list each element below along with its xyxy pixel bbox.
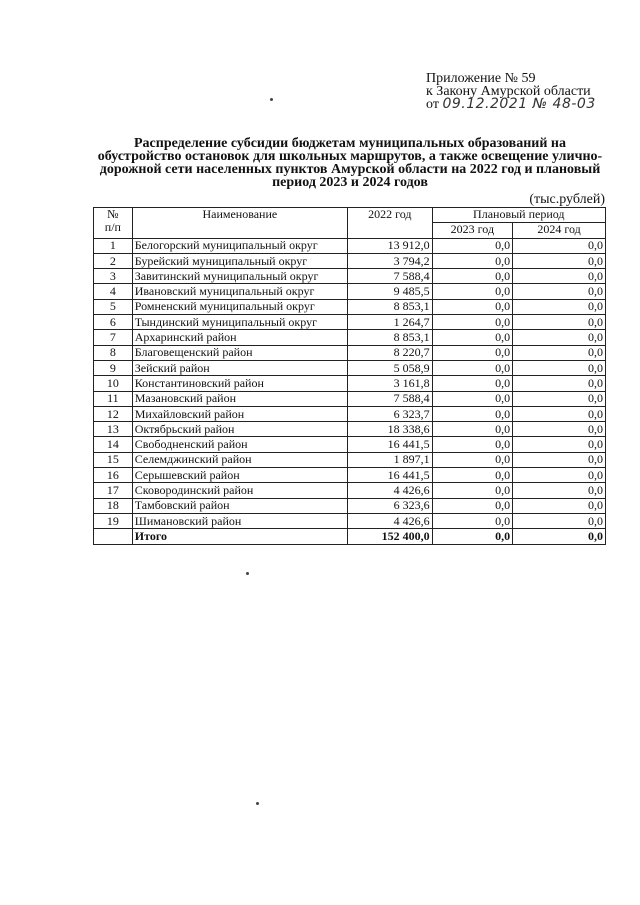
row-2022-cell: 6 323,6: [347, 498, 432, 513]
total-row: [94, 529, 606, 544]
row-2023-cell: 0,0: [432, 299, 513, 314]
row-2024-cell: 0,0: [513, 498, 606, 513]
row-2022-cell: 13 912,0: [347, 238, 432, 253]
table-row: [94, 391, 606, 406]
table-row: [94, 376, 606, 391]
row-2022-cell: 16 441,5: [347, 437, 432, 452]
row-2024-cell: 0,0: [513, 284, 606, 299]
row-number-cell: 15: [94, 452, 133, 467]
row-2024-cell: 0,0: [513, 238, 606, 253]
row-2023-cell: 0,0: [432, 498, 513, 513]
row-2022-cell: 8 853,1: [347, 330, 432, 345]
row-number-cell: 2: [94, 253, 133, 268]
scan-speck: [256, 802, 259, 805]
row-name-cell: Константиновский район: [132, 376, 347, 391]
row-2022-cell: 7 588,4: [347, 269, 432, 284]
row-name-cell: Серышевский район: [132, 468, 347, 483]
date-prefix: от: [426, 97, 439, 112]
row-2022-cell: 8 853,1: [347, 299, 432, 314]
row-number-cell: 6: [94, 315, 133, 330]
col-plan-header: Плановый период: [432, 208, 605, 223]
row-2023-cell: 0,0: [432, 422, 513, 437]
table-row: [94, 483, 606, 498]
scan-speck: [246, 572, 249, 575]
row-2024-cell: 0,0: [513, 452, 606, 467]
total-label: Итого: [132, 529, 347, 544]
row-2022-cell: 9 485,5: [347, 284, 432, 299]
row-2024-cell: 0,0: [513, 253, 606, 268]
document-title: Распределение субсидии бюджетам муниципальных образований на обустройство остановок для школьных маршрутов, а также освещение улично-дорожной сети населенных пунктов Амурской области на 2022 год и плановый период 2023 и 2024 годов: [97, 136, 603, 190]
row-2023-cell: 0,0: [432, 269, 513, 284]
row-number-cell: 13: [94, 422, 133, 437]
row-2024-cell: 0,0: [513, 391, 606, 406]
row-2022-cell: 1 264,7: [347, 315, 432, 330]
row-number-cell: 12: [94, 406, 133, 421]
table-row: [94, 360, 606, 375]
row-name-cell: Сковородинский район: [132, 483, 347, 498]
row-2022-cell: 7 588,4: [347, 391, 432, 406]
row-2023-cell: 0,0: [432, 238, 513, 253]
total-2024: 0,0: [513, 529, 606, 544]
row-name-cell: Тындинский муниципальный округ: [132, 315, 347, 330]
row-2024-cell: 0,0: [513, 437, 606, 452]
row-number-cell: 17: [94, 483, 133, 498]
table-row: [94, 253, 606, 268]
row-2023-cell: 0,0: [432, 483, 513, 498]
row-2022-cell: 3 161,8: [347, 376, 432, 391]
table-row: [94, 422, 606, 437]
row-2022-cell: 6 323,7: [347, 406, 432, 421]
row-2023-cell: 0,0: [432, 345, 513, 360]
law-date-line: [426, 98, 626, 111]
law-reference: к Закону Амурской области: [426, 84, 591, 99]
row-2022-cell: 4 426,6: [347, 483, 432, 498]
row-2024-cell: 0,0: [513, 269, 606, 284]
row-2023-cell: 0,0: [432, 330, 513, 345]
row-2023-cell: 0,0: [432, 376, 513, 391]
table-row: [94, 238, 606, 253]
row-name-cell: Михайловский район: [132, 406, 347, 421]
row-2023-cell: 0,0: [432, 315, 513, 330]
row-2022-cell: 18 338,6: [347, 422, 432, 437]
row-number-cell: 1: [94, 238, 133, 253]
row-2024-cell: 0,0: [513, 406, 606, 421]
row-2024-cell: 0,0: [513, 330, 606, 345]
row-name-cell: Завитинский муниципальный округ: [132, 269, 347, 284]
row-2022-cell: 4 426,6: [347, 513, 432, 528]
row-number-cell: 9: [94, 360, 133, 375]
total-2022: 152 400,0: [347, 529, 432, 544]
row-2024-cell: 0,0: [513, 299, 606, 314]
table-row: [94, 406, 606, 421]
col-name-header: Наименование: [132, 208, 347, 239]
row-2022-cell: 8 220,7: [347, 345, 432, 360]
row-2024-cell: 0,0: [513, 422, 606, 437]
appendix-number: Приложение № 59: [426, 71, 536, 86]
table-row: [94, 269, 606, 284]
row-name-cell: Селемджинский район: [132, 452, 347, 467]
row-number-cell: 5: [94, 299, 133, 314]
row-2024-cell: 0,0: [513, 360, 606, 375]
row-number-cell: 8: [94, 345, 133, 360]
row-2023-cell: 0,0: [432, 284, 513, 299]
row-2022-cell: 1 897,1: [347, 452, 432, 467]
row-name-cell: Белогорский муниципальный округ: [132, 238, 347, 253]
row-2023-cell: 0,0: [432, 391, 513, 406]
table-row: [94, 452, 606, 467]
row-number-cell: 3: [94, 269, 133, 284]
row-2022-cell: 16 441,5: [347, 468, 432, 483]
row-2023-cell: 0,0: [432, 406, 513, 421]
row-name-cell: Тамбовский район: [132, 498, 347, 513]
row-2024-cell: 0,0: [513, 513, 606, 528]
row-name-cell: Ромненский муниципальный округ: [132, 299, 347, 314]
row-2024-cell: 0,0: [513, 468, 606, 483]
col-number-header: № п/п: [94, 208, 133, 239]
row-2024-cell: 0,0: [513, 315, 606, 330]
row-2023-cell: 0,0: [432, 468, 513, 483]
table-row: [94, 330, 606, 345]
appendix-header: [426, 72, 626, 111]
row-2023-cell: 0,0: [432, 513, 513, 528]
table-row: [94, 284, 606, 299]
row-2022-cell: 3 794,2: [347, 253, 432, 268]
row-number-cell: 18: [94, 498, 133, 513]
table-row: [94, 345, 606, 360]
table-row: [94, 468, 606, 483]
table-row: [94, 498, 606, 513]
row-2023-cell: 0,0: [432, 452, 513, 467]
row-name-cell: Благовещенский район: [132, 345, 347, 360]
total-number-cell: [94, 529, 133, 544]
row-number-cell: 4: [94, 284, 133, 299]
row-2023-cell: 0,0: [432, 360, 513, 375]
row-2023-cell: 0,0: [432, 437, 513, 452]
subsidy-table: [93, 207, 606, 545]
row-2024-cell: 0,0: [513, 483, 606, 498]
total-2023: 0,0: [432, 529, 513, 544]
unit-label: (тыс.рублей): [529, 192, 605, 207]
col-2023-header: 2023 год: [432, 223, 513, 238]
table-row: [94, 315, 606, 330]
row-number-cell: 10: [94, 376, 133, 391]
row-name-cell: Ивановский муниципальный округ: [132, 284, 347, 299]
table-header-row: [94, 208, 606, 223]
handwritten-date-number: 09.12.2021 № 48-03: [442, 96, 596, 112]
row-name-cell: Свободненский район: [132, 437, 347, 452]
row-2024-cell: 0,0: [513, 345, 606, 360]
row-name-cell: Архаринский район: [132, 330, 347, 345]
table-body: [94, 238, 606, 529]
row-name-cell: Бурейский муниципальный округ: [132, 253, 347, 268]
row-number-cell: 11: [94, 391, 133, 406]
row-name-cell: Октябрьский район: [132, 422, 347, 437]
row-name-cell: Зейский район: [132, 360, 347, 375]
col-2024-header: 2024 год: [513, 223, 606, 238]
row-number-cell: 14: [94, 437, 133, 452]
row-number-cell: 7: [94, 330, 133, 345]
row-2022-cell: 5 058,9: [347, 360, 432, 375]
row-name-cell: Шимановский район: [132, 513, 347, 528]
row-number-cell: 19: [94, 513, 133, 528]
row-name-cell: Мазановский район: [132, 391, 347, 406]
row-2023-cell: 0,0: [432, 253, 513, 268]
table-row: [94, 299, 606, 314]
table-row: [94, 437, 606, 452]
table-row: [94, 513, 606, 528]
row-2024-cell: 0,0: [513, 376, 606, 391]
row-number-cell: 16: [94, 468, 133, 483]
col-2022-header: 2022 год: [347, 208, 432, 239]
scan-speck: [270, 98, 273, 101]
